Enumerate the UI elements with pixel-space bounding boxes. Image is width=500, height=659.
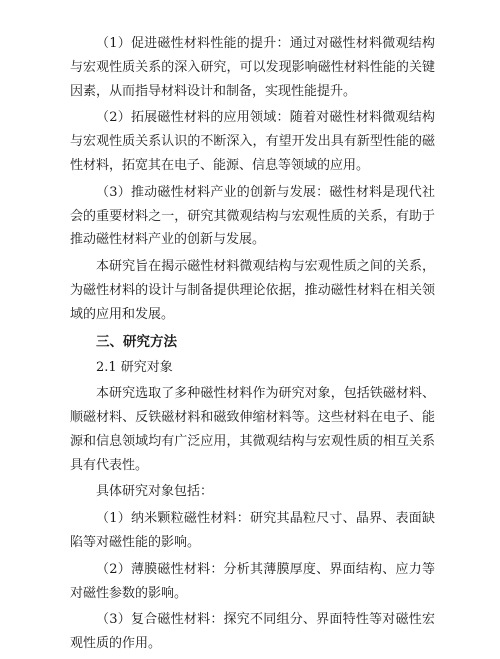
section-heading-methods: 三、研究方法 xyxy=(96,333,177,350)
paragraph-significance-2: （2）拓展磁性材料的应用领域：随着对磁性材料微观结构与宏观性质关系认识的不断深入，有望开发出具有新型性能的磁性材料，拓宽其在电子、能源、信息等领域的应用。 xyxy=(70,110,435,173)
paragraph-objects-intro: 本研究选取了多种磁性材料作为研究对象，包括铁磁材料、顺磁材料、反铁磁材料和磁致伸缩材料等。这些材料在电子、能源和信息领域均有广泛应用，其微观结构与宏观性质的相互关系具有代表性。 xyxy=(70,386,435,473)
paragraph-object-thin-film: （2）薄膜磁性材料：分析其薄膜厚度、界面结构、应力等对磁性参数的影响。 xyxy=(70,561,435,601)
document-page xyxy=(70,32,435,659)
paragraph-objects-list-lead: 具体研究对象包括： xyxy=(96,484,214,500)
paragraph-significance-1: （1）促进磁性材料性能的提升：通过对磁性材料微观结构与宏观性质关系的深入研究，可以发现影响磁性材料性能的关键因素，从而指导材料设计和制备，实现性能提升。 xyxy=(70,36,435,99)
subsection-heading-objects: 2.1 研究对象 xyxy=(96,360,173,376)
paragraph-object-composite: （3）复合磁性材料：探究不同组分、界面特性等对磁性宏观性质的作用。 xyxy=(70,612,435,652)
paragraph-research-aim: 本研究旨在揭示磁性材料微观结构与宏观性质之间的关系，为磁性材料的设计与制备提供理论依据，推动磁性材料在相关领域的应用和发展。 xyxy=(70,259,435,322)
paragraph-object-nanoparticle: （1）纳米颗粒磁性材料：研究其晶粒尺寸、晶界、表面缺陷等对磁性能的影响。 xyxy=(70,511,435,550)
paragraph-significance-3: （3）推动磁性材料产业的创新与发展：磁性材料是现代社会的重要材料之一，研究其微观结构与宏观性质的关系，有助于推动磁性材料产业的创新与发展。 xyxy=(70,184,435,248)
